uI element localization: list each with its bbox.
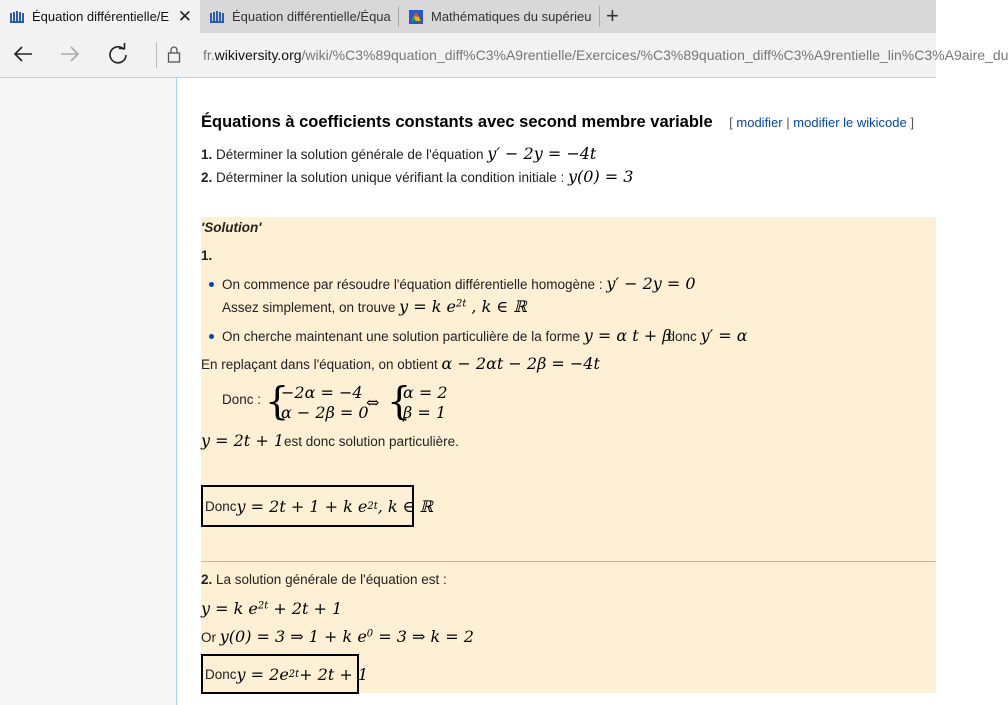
tab-bar (0, 0, 936, 33)
framed-label: Donc (205, 498, 237, 514)
system-right-eq-1: α = 2 (403, 383, 448, 402)
line-math: y = k e (399, 297, 456, 316)
general-solution-line (201, 599, 343, 618)
question-text: Déterminer la solution générale de l'équation (216, 147, 488, 162)
navigation-bar (0, 33, 1008, 78)
edit-section-links (729, 115, 914, 130)
line-math-tail: + 2t + 1 (268, 599, 343, 618)
tab-equation-differentielle-2[interactable] (200, 0, 398, 33)
question-number: 1. (201, 147, 213, 162)
framed-exponent: 2t (367, 500, 378, 512)
question-2 (201, 167, 633, 186)
line-math: y = k e (201, 599, 258, 618)
question-math: y′ − 2y = −4t (487, 144, 597, 163)
left-sidebar (0, 78, 177, 705)
framed-math-tail: , k ∈ ℝ (377, 496, 433, 516)
part-2-intro (201, 572, 447, 587)
bullet-math: y = α t + β (583, 326, 672, 345)
new-tab-button[interactable]: + (606, 3, 619, 28)
wikiversity-icon (10, 11, 24, 23)
edit-separator: | (786, 115, 790, 130)
line-math: y = 2t + 1 (201, 431, 284, 450)
line-math-tail: , k ∈ ℝ (466, 297, 527, 316)
particular-solution-line (201, 431, 459, 450)
edit-bracket-open: [ (729, 115, 733, 130)
line-math: α − 2αt − 2β = −4t (441, 354, 600, 373)
right-brace: { (387, 379, 412, 423)
edit-wikicode-link[interactable]: modifier le wikicode (793, 115, 907, 130)
line-exponent: 0 (366, 628, 374, 640)
line-text: La solution générale de l'équation est : (212, 572, 447, 587)
solution-title: 'Solution' (201, 220, 262, 235)
bullet-text: On commence par résoudre l'équation différentielle homogène : (222, 277, 607, 292)
back-arrow-icon[interactable] (12, 43, 34, 65)
unique-solution-framed (201, 654, 369, 694)
system-left-eq-1: −2α = −4 (281, 383, 363, 402)
edit-bracket-close: ] (910, 115, 914, 130)
line-text: En replaçant dans l'équation, on obtient (201, 357, 442, 372)
url-prefix: fr. (203, 47, 215, 63)
tab-label: Équation différentielle/Équa (232, 9, 391, 24)
bullet-text: On cherche maintenant une solution particulière de la forme (222, 329, 584, 344)
initial-condition-line (201, 627, 474, 646)
refresh-icon[interactable] (107, 43, 129, 65)
system-left-eq-2: α − 2β = 0 (281, 403, 369, 422)
lock-icon[interactable] (167, 45, 181, 63)
line-text: Or (201, 630, 220, 645)
line-text: est donc solution particulière. (283, 434, 459, 449)
question-number: 2. (201, 170, 213, 185)
bullet-text: donc (663, 329, 701, 344)
section-heading (201, 113, 914, 132)
url-domain: wikiversity.org (214, 47, 302, 63)
framed-math: y = 2e (236, 664, 289, 684)
google-drive-icon (409, 10, 423, 24)
question-1 (201, 144, 596, 163)
equivalence-symbol: ⇔ (366, 393, 380, 412)
equation-system (265, 379, 448, 425)
tab-equation-differentielle-1[interactable] (0, 0, 200, 33)
section-title: Équations à coefficients constants avec second membre variable (201, 113, 713, 131)
address-bar[interactable] (203, 47, 1008, 63)
bullet-homogeneous (222, 274, 707, 293)
tab-separator (599, 6, 600, 27)
solution-part-1-number: 1. (201, 248, 213, 263)
url-path: /wiki/%C3%89quation_diff%C3%A9rentielle/Exercices/%C3%89quation_diff%C3%A9rentielle_lin%C3%A9aire_du (301, 47, 1008, 63)
forward-arrow-icon[interactable] (59, 43, 81, 65)
left-brace: { (265, 379, 290, 423)
system-right-eq-2: β = 1 (403, 403, 447, 422)
bullet-math: y′ = α (700, 326, 748, 345)
bullet-particular-form (222, 326, 748, 345)
tab-mathematiques-du-superieur[interactable] (399, 0, 599, 33)
substitution-line (201, 354, 600, 373)
tab-label: Équation différentielle/E (32, 9, 170, 24)
framed-label: Donc (205, 666, 237, 682)
line-math-tail: = 3 ⇒ k = 2 (373, 627, 474, 646)
line-math: y(0) = 3 ⇒ 1 + k e (219, 627, 367, 646)
bullet-math: y′ − 2y = 0 (606, 274, 696, 293)
solution-divider (201, 561, 936, 562)
system-label: Donc : (222, 392, 262, 407)
solution-box (201, 217, 936, 693)
article-content (177, 78, 936, 705)
framed-math-tail: + 2t + 1 (299, 664, 369, 684)
edit-link[interactable]: modifier (736, 115, 783, 130)
bullet-dot (209, 334, 214, 339)
homogeneous-solution-line (222, 297, 527, 316)
bullet-dot (209, 282, 214, 287)
tab-label: Mathématiques du supérieu (431, 9, 592, 24)
framed-exponent: 2t (288, 668, 300, 680)
wikiversity-icon (210, 11, 224, 23)
line-text: Assez simplement, on trouve (222, 300, 400, 315)
question-math: y(0) = 3 (567, 167, 634, 186)
address-separator (156, 42, 157, 68)
close-tab-icon[interactable]: ✕ (177, 7, 192, 26)
line-exponent: 2t (455, 298, 467, 310)
part-2-number: 2. (201, 572, 213, 587)
line-exponent: 2t (257, 600, 269, 612)
framed-math: y = 2t + 1 + k e (236, 496, 368, 516)
question-text: Déterminer la solution unique vérifiant la condition initiale : (216, 170, 568, 185)
general-solution-framed (201, 485, 433, 527)
